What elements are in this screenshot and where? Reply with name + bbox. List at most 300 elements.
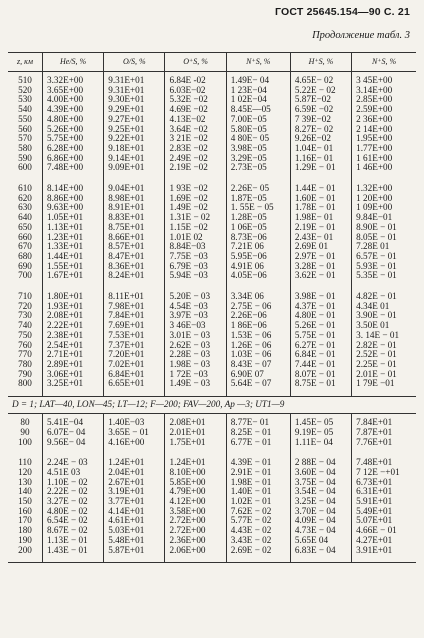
- value-cell: 1.60E − 01: [290, 194, 351, 204]
- value-cell: 8.66E+01: [104, 233, 165, 243]
- value-cell: 8.75E − 01: [290, 379, 351, 389]
- value-cell: 2.22E − 02: [43, 487, 104, 497]
- value-cell: 1.80E+01: [43, 288, 104, 302]
- value-cell: 1.24E+01: [165, 454, 226, 468]
- altitude-cell: 120: [18, 466, 32, 477]
- value-cell: 2.43E− 01: [290, 233, 351, 243]
- altitude-cell: 100: [18, 436, 32, 447]
- value-cell: 8.86E+00: [43, 194, 104, 204]
- value-cell: 5.41E−04: [43, 414, 104, 428]
- value-cell: 1 79E −01: [352, 379, 416, 389]
- group-spacer: [8, 447, 416, 454]
- altitude-cell: 780: [18, 358, 32, 369]
- value-cell: 2.08E+01: [43, 311, 104, 321]
- altitude-cell: 660: [18, 231, 32, 242]
- altitude-cell: 550: [18, 113, 32, 124]
- value-cell: 3.29E−05: [226, 154, 290, 164]
- value-cell: 3.54E − 04: [290, 487, 351, 497]
- altitude-cell: 510: [18, 75, 32, 85]
- value-cell: 5.85E+00: [165, 478, 226, 488]
- value-cell: 8.10E+00: [165, 468, 226, 478]
- value-cell: 6.03E−02: [165, 86, 226, 96]
- value-cell: 5.07E+01: [352, 516, 416, 526]
- value-cell: 5.22E − 02: [290, 86, 351, 96]
- value-cell: 2.72E+00: [165, 516, 226, 526]
- value-cell: 8.67E − 02: [43, 526, 104, 536]
- altitude-cell: 560: [18, 123, 32, 134]
- value-cell: 2.67E+01: [104, 478, 165, 488]
- value-cell: 3.98E − 01: [290, 288, 351, 302]
- page-header: ГОСТ 25645.154—90 С. 21: [274, 6, 410, 18]
- value-cell: 7.87E+01: [352, 428, 416, 438]
- value-cell: 2 88E − 04: [290, 454, 351, 468]
- value-cell: 5.75E − 01: [290, 331, 351, 341]
- value-cell: 7.02E+01: [104, 360, 165, 370]
- table-row: [8, 271, 416, 281]
- value-cell: 4.80E − 02: [43, 507, 104, 517]
- value-cell: 5.64E − 07: [226, 379, 290, 389]
- value-cell: 5.03E+01: [104, 526, 165, 536]
- value-cell: 2 36E+00: [352, 115, 416, 125]
- value-cell: 1.93E+01: [43, 302, 104, 312]
- table-row: [8, 414, 416, 428]
- value-cell: 6.79E −03: [165, 262, 226, 272]
- value-cell: 1.49E − 03: [165, 379, 226, 389]
- table-body: [8, 72, 416, 563]
- value-cell: 2.71E+01: [43, 350, 104, 360]
- value-cell: 7.28E 01: [352, 242, 416, 252]
- value-cell: 3.90E − 01: [352, 311, 416, 321]
- value-cell: 3.28E − 01: [290, 262, 351, 272]
- value-cell: 4.27E+01: [352, 536, 416, 546]
- value-cell: 7.75E −03: [165, 252, 226, 262]
- value-cell: 5.20E − 03: [165, 288, 226, 302]
- value-cell: 1.98E − 03: [165, 360, 226, 370]
- value-cell: 7.48E+01: [352, 454, 416, 468]
- model-parameters: D = 1; LAT—40, LON—45; LT—12; F—200; FAV—200, Ap —3; UT1—9: [8, 397, 416, 414]
- value-cell: 1 09E+00: [352, 203, 416, 213]
- value-cell: 5.48E+01: [104, 536, 165, 546]
- value-cell: 6.73E+01: [352, 478, 416, 488]
- value-cell: 9.31E+01: [104, 86, 165, 96]
- value-cell: 6.65E+01: [104, 379, 165, 389]
- value-cell: 1 93E −02: [165, 180, 226, 194]
- value-cell: 9.19E− 05: [290, 428, 351, 438]
- value-cell: 5.35E − 01: [352, 271, 416, 281]
- value-cell: 2.28E − 03: [165, 350, 226, 360]
- value-cell: 4.37E − 01: [290, 302, 351, 312]
- value-cell: 2.22E+01: [43, 321, 104, 331]
- value-cell: 1.40E−03: [104, 414, 165, 428]
- value-cell: 2.54E+01: [43, 341, 104, 351]
- value-cell: 2.91E − 01: [226, 468, 290, 478]
- value-cell: 1.95E+00: [352, 134, 416, 144]
- value-cell: 1.53E − 06: [226, 331, 290, 341]
- value-cell: 2.75E − 06: [226, 302, 290, 312]
- value-cell: 7.48E+00: [43, 163, 104, 173]
- column-header: z, км: [8, 53, 43, 72]
- value-cell: 4.66E − 01: [352, 526, 416, 536]
- value-cell: 5.49E+01: [352, 507, 416, 517]
- table-header-row: [8, 53, 416, 72]
- value-cell: 4.54E −03: [165, 302, 226, 312]
- value-cell: 8.14E+00: [43, 180, 104, 194]
- value-cell: 1.02E − 01: [226, 497, 290, 507]
- value-cell: 4.65E− 02: [290, 72, 351, 86]
- value-cell: 4.39E − 01: [226, 454, 290, 468]
- value-cell: 7.84E+01: [352, 414, 416, 428]
- value-cell: 1.45E− 05: [290, 414, 351, 428]
- value-cell: 2.19E − 01: [290, 223, 351, 233]
- altitude-cell: 790: [18, 368, 32, 379]
- value-cell: 8.84E−03: [165, 242, 226, 252]
- value-cell: 8.77E− 01: [226, 414, 290, 428]
- value-cell: 8.05E − 01: [352, 233, 416, 243]
- value-cell: 3.19E+01: [104, 487, 165, 497]
- group-spacer: [8, 389, 416, 397]
- value-cell: 4.09E − 04: [290, 516, 351, 526]
- value-cell: 8.90E − 01: [352, 223, 416, 233]
- value-cell: 4.80E+00: [43, 115, 104, 125]
- value-cell: 1.69E −02: [165, 194, 226, 204]
- value-cell: 1.33E+01: [43, 242, 104, 252]
- value-cell: 1 20E+00: [352, 194, 416, 204]
- value-cell: 2.36E+00: [165, 536, 226, 546]
- value-cell: 3.14E+00: [352, 86, 416, 96]
- altitude-cell: 670: [18, 241, 32, 252]
- value-cell: 3.62E − 01: [290, 271, 351, 281]
- column-header: N⁺S, %: [226, 53, 290, 72]
- value-cell: 5.32E −02: [165, 95, 226, 105]
- value-cell: 2.26E− 05: [226, 180, 290, 194]
- value-cell: 1.43E − 01: [43, 546, 104, 556]
- value-cell: 7.98E+01: [104, 302, 165, 312]
- value-cell: 5.91E+01: [352, 497, 416, 507]
- altitude-cell: 140: [18, 486, 32, 497]
- value-cell: 5.87E−02: [290, 95, 351, 105]
- value-cell: 1.05E+01: [43, 213, 104, 223]
- value-cell: 1.77E+00: [352, 144, 416, 154]
- value-cell: 4.39E+00: [43, 105, 104, 115]
- value-cell: 3.34E 06: [226, 288, 290, 302]
- value-cell: 1.23E+01: [43, 233, 104, 243]
- value-cell: 1.03E − 06: [226, 350, 290, 360]
- value-cell: 2.24E − 03: [43, 454, 104, 468]
- table-row: [8, 180, 416, 194]
- value-cell: 1.32E+00: [352, 180, 416, 194]
- altitude-cell: 730: [18, 310, 32, 321]
- table-row: [8, 546, 416, 556]
- column-header: He/S, %: [43, 53, 104, 72]
- value-cell: 1 46E+00: [352, 163, 416, 173]
- value-cell: 2.01E+01: [165, 428, 226, 438]
- value-cell: 3.65E+00: [43, 86, 104, 96]
- value-cell: 7.53E+01: [104, 331, 165, 341]
- value-cell: 4.82E − 01: [352, 288, 416, 302]
- value-cell: 3.60E − 04: [290, 468, 351, 478]
- value-cell: 9.29E+01: [104, 105, 165, 115]
- value-cell: 6.84E − 01: [290, 350, 351, 360]
- value-cell: 1.13E+01: [43, 223, 104, 233]
- value-cell: 3.32E+00: [43, 72, 104, 86]
- column-header: O/S, %: [104, 53, 165, 72]
- value-cell: 1 61E+00: [352, 154, 416, 164]
- altitude-cell: 520: [18, 84, 32, 95]
- table-row: [8, 438, 416, 448]
- value-cell: 1.01E 02: [165, 233, 226, 243]
- value-cell: 3.06E+01: [43, 370, 104, 380]
- value-cell: 1.55E+01: [43, 262, 104, 272]
- column-header: H⁺S, %: [290, 53, 351, 72]
- value-cell: 5.77E − 02: [226, 516, 290, 526]
- value-cell: 1.26E − 06: [226, 341, 290, 351]
- value-cell: 6.27E − 01: [290, 341, 351, 351]
- value-cell: 3.64E −02: [165, 125, 226, 135]
- table-continuation-label: Продолжение табл. 3: [312, 30, 410, 41]
- altitude-cell: 680: [18, 250, 32, 261]
- value-cell: 2.72E+00: [165, 526, 226, 536]
- altitude-cell: 90: [20, 426, 30, 437]
- value-cell: 5.95E−06: [226, 252, 290, 262]
- value-cell: 1.40E − 01: [226, 487, 290, 497]
- value-cell: 2.85E+00: [352, 95, 416, 105]
- value-cell: 6.84E+01: [104, 370, 165, 380]
- value-cell: 1 06E−05: [226, 223, 290, 233]
- value-cell: 6.07E− 04: [43, 428, 104, 438]
- value-cell: 8.57E+01: [104, 242, 165, 252]
- value-cell: 4.43E − 02: [226, 526, 290, 536]
- value-cell: 5.87E+01: [104, 546, 165, 556]
- altitude-cell: 580: [18, 142, 32, 153]
- value-cell: 2.52E − 01: [352, 350, 416, 360]
- group-spacer: [8, 281, 416, 288]
- value-cell: 4.34E 01: [352, 302, 416, 312]
- value-cell: 3.25E − 04: [290, 497, 351, 507]
- value-cell: 2 14E+00: [352, 125, 416, 135]
- value-cell: 4.12E+00: [165, 497, 226, 507]
- table-row: [8, 454, 416, 468]
- table-row: [8, 72, 416, 86]
- value-cell: 2.04E+01: [104, 468, 165, 478]
- value-cell: 1.24E+01: [104, 454, 165, 468]
- value-cell: 4.13E−02: [165, 115, 226, 125]
- value-cell: 8.25E − 01: [226, 428, 290, 438]
- value-cell: 5.75E+00: [43, 134, 104, 144]
- value-cell: 4 80E− 05: [226, 134, 290, 144]
- value-cell: 2.73E−05: [226, 163, 290, 173]
- value-cell: 2.69E 01: [290, 242, 351, 252]
- value-cell: 7.20E+01: [104, 350, 165, 360]
- value-cell: 1.75E+01: [165, 438, 226, 448]
- value-cell: 3.97E −03: [165, 311, 226, 321]
- value-cell: 3 45E+00: [352, 72, 416, 86]
- group-spacer: [8, 555, 416, 563]
- altitude-cell: 770: [18, 349, 32, 360]
- value-cell: 1.10E − 02: [43, 478, 104, 488]
- altitude-cell: 640: [18, 212, 32, 223]
- value-cell: 3.65E − 01: [104, 428, 165, 438]
- composition-table: [8, 52, 416, 563]
- value-cell: 3.75E − 04: [290, 478, 351, 488]
- value-cell: 7.44E − 01: [290, 360, 351, 370]
- value-cell: 5.26E − 01: [290, 321, 351, 331]
- value-cell: 4.16E+00: [104, 438, 165, 448]
- value-cell: 9.04E+01: [104, 180, 165, 194]
- value-cell: 3. 14E − 01: [352, 331, 416, 341]
- value-cell: 2.89E+01: [43, 360, 104, 370]
- value-cell: 9.56E− 04: [43, 438, 104, 448]
- value-cell: 9.14E+01: [104, 154, 165, 164]
- value-cell: 7.37E+01: [104, 341, 165, 351]
- value-cell: 9.30E+01: [104, 95, 165, 105]
- altitude-cell: 80: [20, 417, 30, 428]
- value-cell: 6.28E+00: [43, 144, 104, 154]
- value-cell: 1.78E − 01: [290, 203, 351, 213]
- table-row: [8, 379, 416, 389]
- value-cell: 3.50E 01: [352, 321, 416, 331]
- value-cell: 3.25E+01: [43, 379, 104, 389]
- value-cell: 1.04E− 01: [290, 144, 351, 154]
- value-cell: 4.00E+00: [43, 95, 104, 105]
- altitude-cell: 590: [18, 152, 32, 163]
- altitude-cell: 540: [18, 104, 32, 115]
- value-cell: 9.25E+01: [104, 125, 165, 135]
- value-cell: 1.13E − 01: [43, 536, 104, 546]
- value-cell: 6.77E − 01: [226, 438, 290, 448]
- value-cell: 8.47E+01: [104, 252, 165, 262]
- value-cell: 1 86E−06: [226, 321, 290, 331]
- value-cell: 8.75E+01: [104, 223, 165, 233]
- value-cell: 1. 55E − 05: [226, 203, 290, 213]
- value-cell: 8.83E+01: [104, 213, 165, 223]
- altitude-cell: 190: [18, 534, 32, 545]
- value-cell: 1.16E− 01: [290, 154, 351, 164]
- value-cell: 8.24E+01: [104, 271, 165, 281]
- value-cell: 6.90E 07: [226, 370, 290, 380]
- altitude-cell: 200: [18, 544, 32, 555]
- value-cell: 9.84E−01: [352, 213, 416, 223]
- value-cell: 4.61E+01: [104, 516, 165, 526]
- value-cell: 6.84E -02: [165, 72, 226, 86]
- value-cell: 7 39E−02: [290, 115, 351, 125]
- value-cell: 5.26E+00: [43, 125, 104, 135]
- table-row: [8, 288, 416, 302]
- value-cell: 7.69E+01: [104, 321, 165, 331]
- value-cell: 4.14E+01: [104, 507, 165, 517]
- value-cell: 9.27E+01: [104, 115, 165, 125]
- value-cell: 8.43E − 07: [226, 360, 290, 370]
- value-cell: 8.91E+01: [104, 203, 165, 213]
- altitude-cell: 650: [18, 221, 32, 232]
- altitude-cell: 630: [18, 202, 32, 213]
- value-cell: 8.98E+01: [104, 194, 165, 204]
- value-cell: 2.06E+00: [165, 546, 226, 556]
- value-cell: 2.59E+00: [352, 105, 416, 115]
- value-cell: 1.98E− 01: [290, 213, 351, 223]
- altitude-cell: 160: [18, 505, 32, 516]
- altitude-cell: 750: [18, 329, 32, 340]
- altitude-cell: 530: [18, 94, 32, 105]
- value-cell: 6.54E − 02: [43, 516, 104, 526]
- value-cell: 8.07E − 01: [290, 370, 351, 380]
- table-row: [8, 163, 416, 173]
- value-cell: 4.69E −02: [165, 105, 226, 115]
- value-cell: 1.44E+01: [43, 252, 104, 262]
- value-cell: 4.73E − 04: [290, 526, 351, 536]
- value-cell: 2.08E+01: [165, 414, 226, 428]
- altitude-cell: 600: [18, 162, 32, 173]
- value-cell: 2.83E −02: [165, 144, 226, 154]
- value-cell: 2.01E − 01: [352, 370, 416, 380]
- column-header: O⁺S, %: [165, 53, 226, 72]
- value-cell: 9.63E+00: [43, 203, 104, 213]
- altitude-cell: 610: [18, 183, 32, 194]
- value-cell: 2.38E+01: [43, 331, 104, 341]
- value-cell: 1.15E −02: [165, 223, 226, 233]
- value-cell: 5.93E − 01: [352, 262, 416, 272]
- value-cell: 1 02E−04: [226, 95, 290, 105]
- value-cell: 3 21E −02: [165, 134, 226, 144]
- value-cell: 3.58E+00: [165, 507, 226, 517]
- altitude-cell: 740: [18, 320, 32, 331]
- value-cell: 3.98E−05: [226, 144, 290, 154]
- value-cell: 3.43E − 02: [226, 536, 290, 546]
- value-cell: 1.31E − 02: [165, 213, 226, 223]
- altitude-cell: 130: [18, 476, 32, 487]
- altitude-cell: 710: [18, 291, 32, 302]
- value-cell: 3.70E − 04: [290, 507, 351, 517]
- value-cell: 9.09E+01: [104, 163, 165, 173]
- value-cell: 2.82E − 01: [352, 341, 416, 351]
- value-cell: 1.44E − 01: [290, 180, 351, 194]
- value-cell: 3.77E+01: [104, 497, 165, 507]
- value-cell: 2.25E − 01: [352, 360, 416, 370]
- altitude-cell: 690: [18, 260, 32, 271]
- altitude-cell: 110: [18, 457, 32, 468]
- value-cell: 5.80E−05: [226, 125, 290, 135]
- value-cell: 1.49E− 04: [226, 72, 290, 86]
- value-cell: 5.94E −03: [165, 271, 226, 281]
- value-cell: 6.86E+00: [43, 154, 104, 164]
- value-cell: 6.59E −02: [290, 105, 351, 115]
- altitude-cell: 760: [18, 339, 32, 350]
- value-cell: 4.80E − 01: [290, 311, 351, 321]
- value-cell: 8.45E—05: [226, 105, 290, 115]
- value-cell: 1.49E −02: [165, 203, 226, 213]
- value-cell: 9.31E+01: [104, 72, 165, 86]
- value-cell: 6.31E+01: [352, 487, 416, 497]
- parameter-row: [8, 397, 416, 414]
- value-cell: 2.49E −02: [165, 154, 226, 164]
- value-cell: 7 12E −+01: [352, 468, 416, 478]
- value-cell: 2.97E − 01: [290, 252, 351, 262]
- value-cell: 1.98E − 01: [226, 478, 290, 488]
- value-cell: 7.76E+01: [352, 438, 416, 448]
- value-cell: 8.36E+01: [104, 262, 165, 272]
- value-cell: 5.65E 04: [290, 536, 351, 546]
- group-spacer: [8, 173, 416, 180]
- value-cell: 6.83E − 04: [290, 546, 351, 556]
- value-cell: 8.11E+01: [104, 288, 165, 302]
- altitude-cell: 620: [18, 192, 32, 203]
- altitude-cell: 720: [18, 300, 32, 311]
- value-cell: 2.62E − 03: [165, 341, 226, 351]
- value-cell: 7.21E 06: [226, 242, 290, 252]
- value-cell: 1.29E − 01: [290, 163, 351, 173]
- value-cell: 1.67E+01: [43, 271, 104, 281]
- value-cell: 7.00E−05: [226, 115, 290, 125]
- value-cell: 4.91E 06: [226, 262, 290, 272]
